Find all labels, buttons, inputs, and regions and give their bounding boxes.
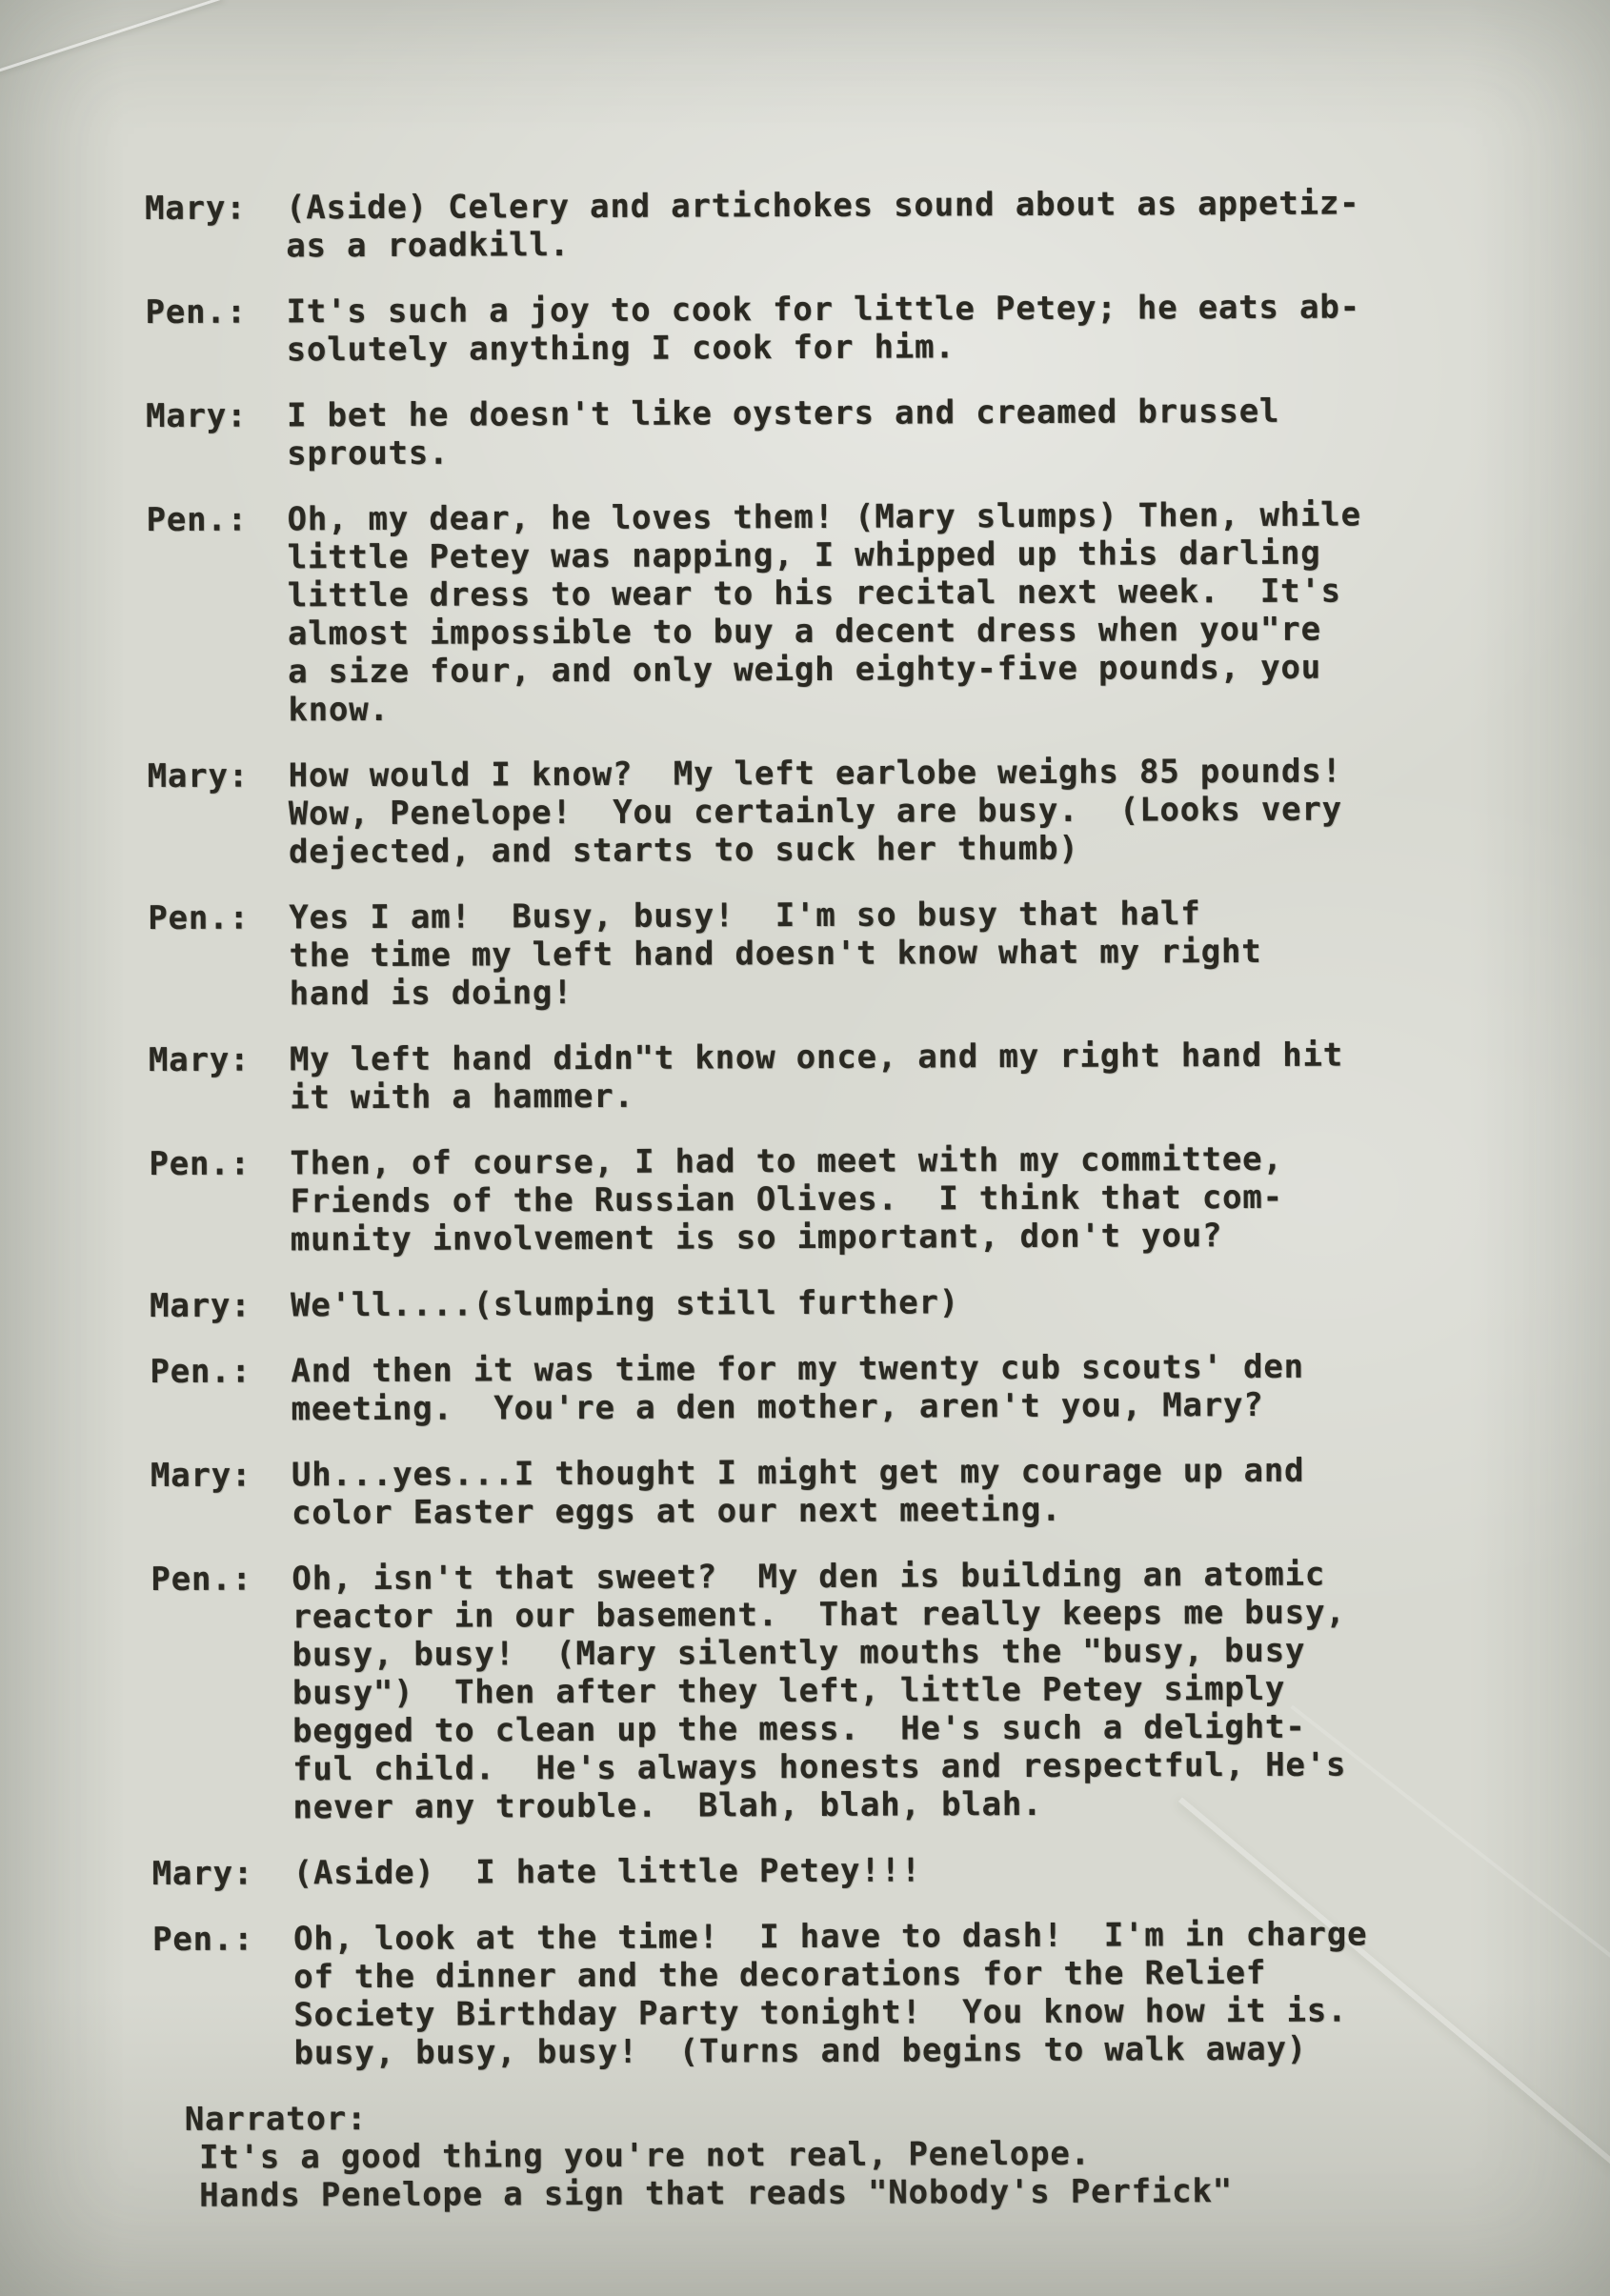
dialogue-lines (293, 1915, 1368, 2072)
dialogue-lines (286, 184, 1360, 265)
dialogue-paragraph (0, 287, 1610, 370)
dialogue-line: My left hand didn"t know once, and my right hand hit (289, 1036, 1344, 1079)
dialogue-line: little Petey was napping, I whipped up this darling (287, 534, 1321, 577)
dialogue-line: busy, busy, busy! (Turns and begins to walk away) (293, 2029, 1308, 2073)
dialogue-line: busy, busy! (Mary silently mouths the "busy, busy (292, 1631, 1306, 1675)
dialogue-paragraph (5, 1346, 1610, 1429)
dialogue-line: little dress to wear to his recital next week. It's (287, 572, 1341, 615)
dialogue-lines (289, 895, 1261, 1013)
dialogue-line: it with a hammer. (290, 1077, 634, 1118)
speaker-label: Pen.: (149, 1144, 251, 1184)
dialogue-line: munity involvement is so important, don't you? (290, 1217, 1223, 1259)
dialogue-line: Oh, look at the time! I have to dash! I'm in charge (292, 1915, 1368, 1959)
speaker-label: Mary: (150, 1456, 252, 1496)
dialogue-line: Wow, Penelope! You certainly are busy. (Looks very (288, 790, 1342, 834)
dialogue-line: never any trouble. Blah, blah, blah. (292, 1784, 1043, 1827)
narrator-line: It's a good thing you're not real, Penelope. (198, 2134, 1091, 2177)
dialogue-line: And then it was time for my twenty cub scouts' den (291, 1347, 1304, 1391)
dialogue-paragraph (0, 183, 1610, 266)
dialogue-lines (286, 288, 1360, 369)
dialogue-line: I bet he doesn't like oysters and creamed brussel (286, 392, 1280, 435)
speaker-label: Pen.: (145, 292, 248, 332)
dialogue-line: Society Birthday Party tonight! You know how it is. (293, 1991, 1348, 2035)
dialogue-line: Yes I am! Busy, busy! I'm so busy that half (289, 895, 1201, 937)
dialogue-paragraph (8, 1848, 1610, 1893)
narrator-line: Hands Penelope a sign that reads "Nobody's Perfick" (199, 2172, 1234, 2215)
dialogue-lines (289, 753, 1343, 872)
dialogue-paragraph (6, 1554, 1610, 1827)
dialogue-line: begged to clean up the mess. He's such a delight- (292, 1707, 1306, 1751)
dialogue-line: Friends of the Russian Olives. I think that com- (290, 1178, 1283, 1221)
dialogue-lines (290, 1037, 1343, 1118)
dialogue-paragraph (3, 893, 1610, 1014)
speaker-label: Mary: (150, 1286, 252, 1326)
dialogue-paragraph (4, 1035, 1610, 1118)
narrator-label: Narrator: (184, 2100, 368, 2139)
dialogue-lines (287, 495, 1361, 729)
speaker-label: Pen.: (151, 1560, 252, 1600)
dialogue-line: a size four, and only weigh eighty-five pounds, you (288, 648, 1322, 692)
dialogue-line: ful child. He's always honests and respectful, He's (292, 1745, 1347, 1789)
dialogue-line: busy") Then after they left, little Petey simply (292, 1669, 1286, 1713)
dialogue-line: hand is doing! (289, 974, 574, 1014)
dialogue-line: (Aside) Celery and artichokes sound about as appetiz- (286, 184, 1360, 228)
speaker-label: Mary: (145, 189, 247, 229)
speaker-label: Mary: (145, 396, 248, 436)
dialogue-paragraph (5, 1280, 1610, 1325)
dialogue-paragraph (8, 1914, 1610, 2073)
dialogue-paragraph (3, 751, 1610, 872)
dialogue-line: as a roadkill. (286, 226, 571, 266)
dialogue-paragraph (1, 391, 1610, 473)
dialogue-lines (290, 1140, 1283, 1259)
dialogue-lines (287, 393, 1280, 473)
dialogue-line: Oh, isn't that sweet? My den is building an atomic (292, 1555, 1326, 1599)
dialogue-line: It's such a joy to cook for little Petey; he eats ab- (286, 288, 1360, 332)
speaker-label: Mary: (147, 756, 250, 796)
dialogue-line: meeting. You're a den mother, aren't you, Mary? (291, 1385, 1264, 1429)
dialogue-line: How would I know? My left earlobe weighs 85 pounds! (288, 752, 1342, 796)
paper-crease-top-left (0, 0, 223, 79)
dialogue-lines (291, 1283, 959, 1324)
dialogue-line: the time my left hand doesn't know what my right (289, 932, 1262, 976)
dialogue-line: Then, of course, I had to meet with my committee, (290, 1139, 1283, 1183)
dialogue-line: know. (288, 690, 390, 730)
dialogue-line: almost impossible to buy a decent dress when you"re (287, 610, 1321, 654)
speaker-label: Mary: (148, 1040, 251, 1080)
dialogue-line: We'll....(slumping still further) (291, 1283, 960, 1325)
dialogue-line: (Aside) I hate little Petey!!! (292, 1851, 922, 1893)
speaker-label: Pen.: (146, 500, 248, 540)
dialogue-list (0, 183, 1610, 2073)
speaker-label: Pen.: (148, 898, 250, 938)
dialogue-line: color Easter eggs at our next meeting. (291, 1490, 1062, 1533)
dialogue-line: sprouts. (287, 433, 450, 473)
speaker-label: Mary: (151, 1854, 254, 1894)
dialogue-line: reactor in our basement. That really keeps me busy, (292, 1593, 1346, 1637)
dialogue-lines (292, 1556, 1346, 1827)
dialogue-line: of the dinner and the decorations for the Relief (293, 1953, 1267, 1997)
dialogue-paragraph (6, 1450, 1610, 1533)
typewritten-text-block (0, 183, 1610, 2215)
dialogue-line: Uh...yes...I thought I might get my courage up and (291, 1451, 1305, 1495)
speaker-label: Pen.: (150, 1352, 252, 1392)
narrator-block (185, 2094, 1610, 2215)
dialogue-line: Oh, my dear, he loves them! (Mary slumps) Then, while (287, 495, 1361, 539)
speaker-label: Pen.: (151, 1920, 254, 1960)
dialogue-line: dejected, and starts to suck her thumb) (288, 829, 1079, 872)
dialogue-lines (291, 1348, 1304, 1429)
dialogue-paragraph (1, 494, 1610, 730)
dialogue-lines (293, 1851, 922, 1892)
dialogue-lines (292, 1452, 1305, 1533)
dialogue-line: solutely anything I cook for him. (286, 328, 956, 370)
dialogue-paragraph (4, 1138, 1610, 1259)
